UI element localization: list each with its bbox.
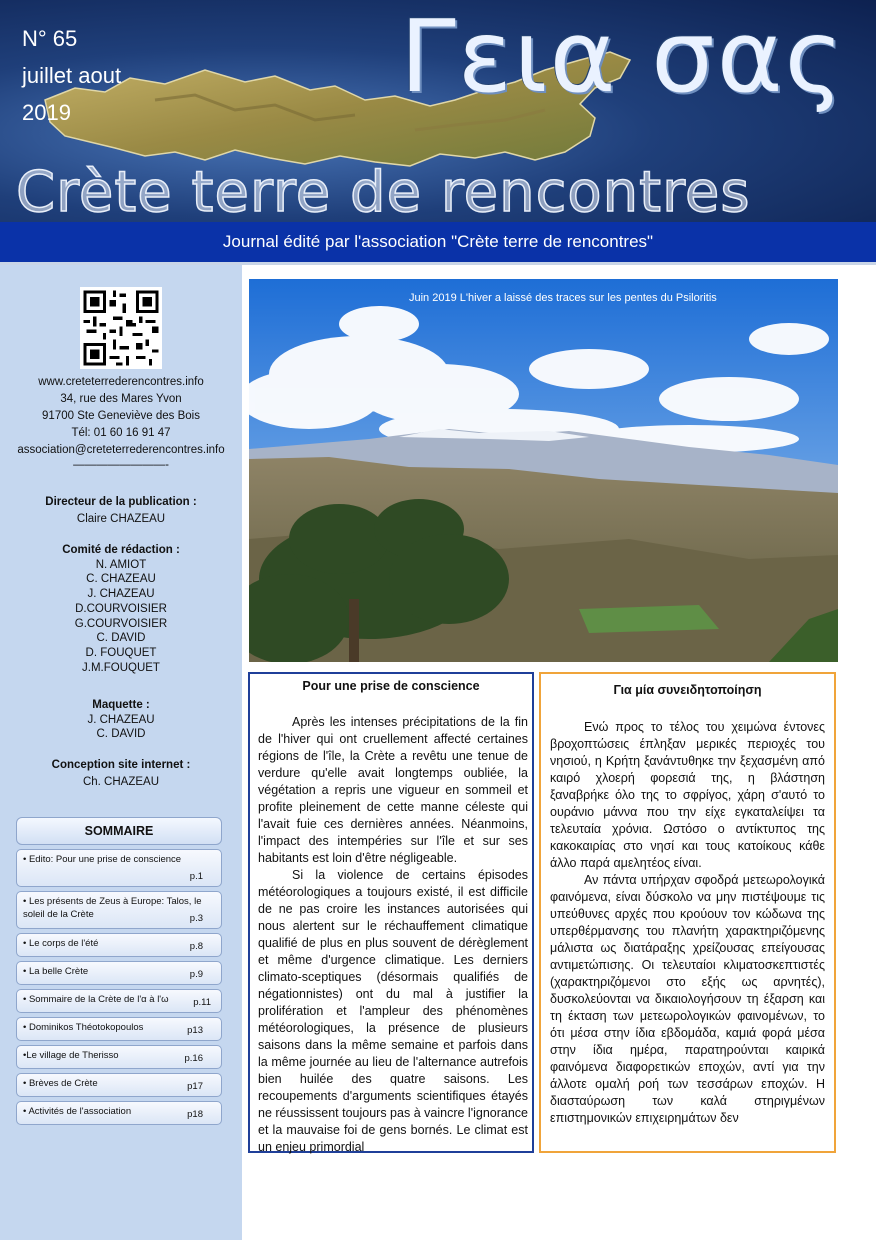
- issue-year: 2019: [22, 100, 71, 125]
- article-paragraph: Après les intenses précipitations de la fin de l'hiver qui ont cruellement affecté certaines régions de l'île, la Crète a revêtu une tenue de verdure qu'elle avait longtemps oubliée, la végétation a repris une vigueur en sommeil et profite pleinement de cette manne céleste qui l'avait fuie ces dernières années. Néanmoins, l'impact des intempéries sur l'île et sur ses habitants est loin d'être négligeable.: [258, 715, 528, 865]
- qr-code-icon: [80, 287, 162, 369]
- toc-title: SOMMAIRE: [16, 817, 222, 845]
- toc-item[interactable]: [16, 1045, 222, 1069]
- toc-item-page: p.8: [189, 941, 203, 952]
- photo-caption: Juin 2019 L'hiver a laissé des traces sur les pentes du Psiloritis: [409, 292, 717, 304]
- toc-item[interactable]: [16, 1101, 222, 1125]
- article-body: [550, 719, 825, 1127]
- committee-label: Comité de rédaction :: [62, 544, 180, 556]
- toc-item-page: p.1: [189, 871, 203, 882]
- website-link[interactable]: www.creteterrederencontres.info: [38, 376, 204, 388]
- toc-item-label: • Le corps de l'été: [23, 938, 99, 949]
- toc-item[interactable]: [16, 989, 222, 1013]
- toc-item-label: • Activités de l'association: [23, 1106, 132, 1117]
- toc-item-label: • Brèves de Crète: [23, 1078, 98, 1089]
- toc-item-page: p.9: [189, 969, 203, 980]
- article-paragraph: Αν πάντα υπήρχαν σφοδρά μετεωρολογικά φαινόμενα, είναι δύσκολο να μην πιστέψουμε τις υπεύθυνες αρχές που κρούουν τον κώδωνα της υπερθέρμανσης του πλανήτη χαρακτηριζόμενης μάλιστα ως διατάραξης χρείζουσας επείγουσας αντιμετώπισης. Οι τελευταίοι κλιματοσκεπτιστές (χαρακτηριζόμενοι στο εξής ως αρνητές), δυσκολεύονται να δικαιολογήσουν τη έξαρση και τη έκταση των μετεωρολογικών φαινομένων, το ότι μέσα στην ίδια εβδομάδα, καμιά φορά μέσα στην ίδια ημέρα, παρατηρούνται καιρικά φαινόμενα διαφορετικών εποχών, αντί για την άλλοτε ομαλή ροή των τεσσάρων εποχών. Η διασταύρωση των καλά στηριγμένων επιστημονικών επιχειρημάτων δεν: [550, 873, 825, 1125]
- website-design-label: Conception site internet :: [51, 759, 191, 771]
- committee-member: G.COURVOISIER: [74, 617, 168, 630]
- issue-number: N° 65: [22, 26, 78, 51]
- address-line: 91700 Ste Geneviève des Bois: [42, 410, 200, 422]
- layout-name: C. DAVID: [96, 728, 146, 741]
- toc-item-label: •Le village de Therisso: [23, 1050, 119, 1061]
- toc-item-page: p17: [187, 1081, 203, 1092]
- committee-block: [0, 543, 242, 675]
- toc-item[interactable]: [16, 849, 222, 887]
- toc-item-page: p.3: [189, 913, 203, 924]
- masthead: [0, 0, 876, 222]
- website-design-name: Ch. CHAZEAU: [82, 776, 160, 788]
- issue-months: juillet aout: [22, 63, 122, 88]
- toc-item-label: • Sommaire de la Crète de l'α à l'ω: [23, 994, 169, 1005]
- committee-member: N. AMIOT: [95, 558, 147, 571]
- director-block: [0, 494, 242, 528]
- layout-label: Maquette :: [92, 699, 150, 711]
- director-name: Claire CHAZEAU: [76, 513, 166, 525]
- layout-block: [0, 698, 242, 742]
- committee-member: C. CHAZEAU: [86, 573, 156, 586]
- toc-item-page: p18: [187, 1109, 203, 1120]
- article-title: Pour une prise de conscience: [302, 679, 480, 693]
- sidebar: [0, 265, 242, 1240]
- toc-item[interactable]: [16, 891, 222, 929]
- toc-item[interactable]: [16, 1073, 222, 1097]
- committee-member: J.M.FOUQUET: [82, 661, 160, 674]
- toc-item[interactable]: [16, 961, 222, 985]
- toc-item[interactable]: [16, 1017, 222, 1041]
- address-line: 34, rue des Mares Yvon: [60, 393, 182, 405]
- toc-item-label: • Dominikos Théotokopoulos: [23, 1022, 144, 1033]
- director-label: Directeur de la publication :: [45, 496, 197, 508]
- association-title: Crète terre de rencontres: [16, 160, 751, 222]
- committee-member: D.COURVOISIER: [75, 602, 167, 615]
- separator-line: ————————-: [73, 459, 169, 471]
- toc-item-page: p.11: [193, 997, 211, 1008]
- phone-number: Tél: 01 60 16 91 47: [71, 427, 171, 439]
- issue-info: [22, 20, 121, 131]
- article-paragraph: Si la violence de certains épisodes météorologiques a toujours existé, il est difficile de ne pas croire les instances autorisées qui nous alertent sur le réchauffement climatique qualifié de plus en plus souvent de dérèglement et même d'urgence climatique. Les derniers climato-sceptiques (désormais qualifiés de négationnistes) ont du mal à justifier la prolifération et l'ampleur des phénomènes météorologiques, la présence de plusieurs saisons dans la même semaine et parfois dans la même journée au lieu de l'alternance autrefois bien huilée des quatre saisons. Les recoupements d'arguments scientifiques étayés ne réussissent toujours pas à vaincre l'ignorance et la mauvaise foi de gens bornés. Le climat est un enjeu primordial: [258, 868, 528, 1154]
- committee-member: C. DAVID: [96, 632, 146, 645]
- email-link[interactable]: association@creteterrederencontres.info: [17, 444, 225, 456]
- toc-item[interactable]: [16, 933, 222, 957]
- greek-title: Γεια σας: [400, 0, 846, 115]
- toc-item-page: p13: [187, 1025, 203, 1036]
- tagline-bar: Journal édité par l'association "Crète terre de rencontres": [0, 222, 876, 262]
- contact-block: [0, 374, 242, 471]
- committee-member: D. FOUQUET: [85, 646, 157, 659]
- toc-item-label: • Edito: Pour une prise de conscience: [23, 854, 182, 865]
- website-design-block: [0, 757, 242, 791]
- table-of-contents: [16, 817, 222, 1125]
- toc-item-page: p.16: [184, 1053, 203, 1064]
- article-paragraph: Ενώ προς το τέλος του χειμώνα έντονες βροχοπτώσεις έπληξαν μερικές περιοχές του νησιού, η Κρήτη ξανάντυθηκε την ξεχασμένη από καιρό χλοερή φορεσιά της, η βλάστηση ξαναβρήκε όλο της το σφρίγος, χάρη σ'αυτό το ουράνιο μάννα που την είχε εγκαταλείψει τα τελευταία χρόνια. Ωστόσο ο αντίκτυπος της κακοκαιρίας στο νησί και τους κατοίκους κάθε άλλο παρά αμελητέος είναι.: [550, 720, 825, 870]
- article-title: Για μία συνειδητοποίηση: [613, 683, 762, 697]
- layout-name: J. CHAZEAU: [87, 713, 155, 726]
- article-body: [258, 714, 528, 1156]
- article-greek: [539, 672, 836, 1153]
- article-french: [248, 672, 534, 1153]
- toc-item-label: • Les présents de Zeus à Europe: Talos, le soleil de la Crète: [23, 896, 202, 920]
- mountain-landscape-image: [249, 279, 838, 662]
- landscape-photo: [249, 279, 838, 662]
- committee-member: J. CHAZEAU: [87, 588, 155, 601]
- toc-item-label: • La belle Crète: [23, 966, 89, 977]
